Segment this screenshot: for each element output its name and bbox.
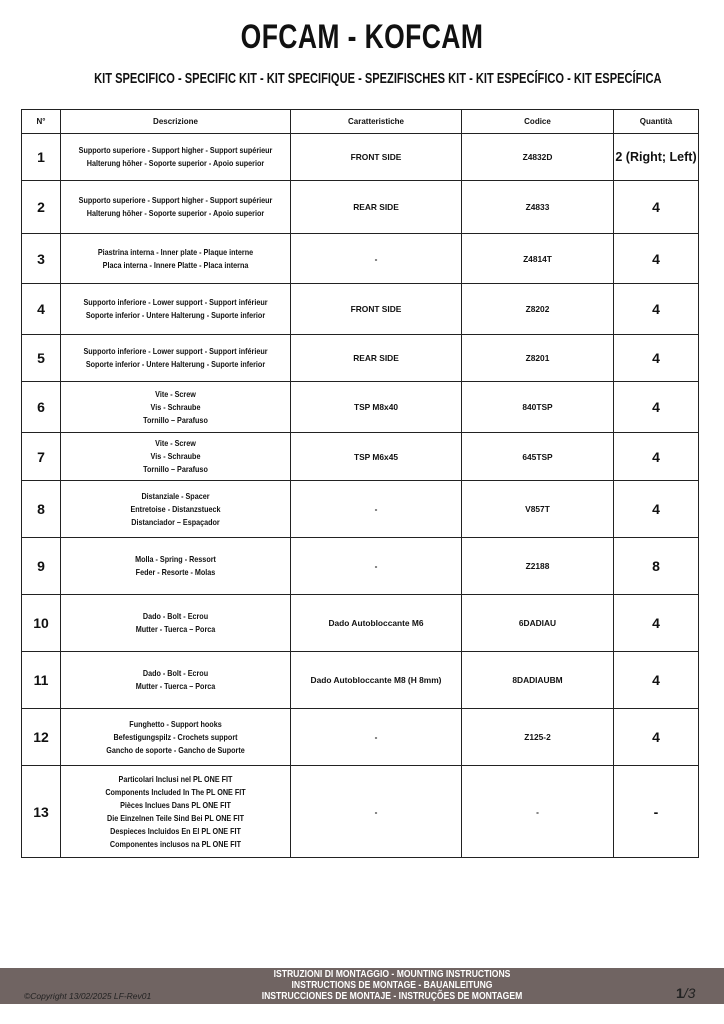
description-line: Soporte inferior - Untere Halterung - Suporte inferior: [85, 359, 266, 369]
item-quantity: 4: [614, 595, 699, 652]
table-row: [22, 595, 699, 652]
item-quantity: 4: [614, 234, 699, 284]
table-body: [22, 134, 699, 858]
item-quantity: 2 (Right; Left): [614, 134, 699, 181]
item-number: 13: [22, 766, 61, 858]
item-quantity: 4: [614, 481, 699, 538]
item-quantity: 4: [614, 709, 699, 766]
item-description: [61, 433, 291, 481]
item-code: 645TSP: [462, 433, 614, 481]
item-description: [61, 766, 291, 858]
item-characteristics: -: [291, 538, 462, 595]
item-quantity: 4: [614, 284, 699, 335]
description-line: Components Included In The PL ONE FIT: [105, 786, 246, 797]
description-line: Vis - Schraube: [150, 401, 201, 412]
footer-line: INSTRUCTIONS DE MONTAGE - BAUANLEITUNG: [291, 980, 493, 991]
item-quantity: 4: [614, 433, 699, 481]
item-code: Z8202: [462, 284, 614, 335]
table-row: [22, 284, 699, 335]
description-line: Halterung höher - Soporte superior - Apoio superior: [86, 158, 265, 168]
item-number: 2: [22, 181, 61, 234]
description-line: Molla - Spring - Ressort: [135, 554, 216, 564]
description-line: Vis - Schraube: [150, 451, 201, 461]
item-characteristics: FRONT SIDE: [291, 134, 462, 181]
description-line: Feder - Resorte - Molas: [135, 567, 216, 577]
table-row: [22, 538, 699, 595]
item-description: [61, 134, 291, 181]
table-row: [22, 766, 699, 858]
item-quantity: 8: [614, 538, 699, 595]
page-number: [676, 985, 695, 1001]
item-number: 9: [22, 538, 61, 595]
header-number: N°: [22, 110, 61, 134]
item-code: 8DADIAUBM: [462, 652, 614, 709]
description-line: Tornillo – Parafuso: [143, 414, 208, 425]
item-code: Z4833: [462, 181, 614, 234]
item-description: [61, 234, 291, 284]
header-description: Descrizione: [61, 110, 291, 134]
description-line: Mutter - Tuerca – Porca: [135, 624, 216, 634]
description-line: Die Einzelnen Teile Sind Bei PL ONE FIT: [106, 812, 245, 823]
item-characteristics: -: [291, 481, 462, 538]
item-code: Z8201: [462, 335, 614, 382]
description-line: Pièces Inclues Dans PL ONE FIT: [120, 799, 231, 810]
description-line: Entretoise - Distanzstueck: [130, 503, 221, 514]
description-line: Componentes inclusos na PL ONE FIT: [109, 838, 242, 849]
description-line: Mutter - Tuerca – Porca: [135, 681, 216, 691]
document-title: OFCAM - KOFCAM: [240, 18, 484, 56]
item-description: [61, 481, 291, 538]
item-description: [61, 284, 291, 335]
item-description: [61, 181, 291, 234]
item-characteristics: Dado Autobloccante M8 (H 8mm): [291, 652, 462, 709]
description-line: Dado - Bolt - Ecrou: [142, 668, 209, 678]
item-characteristics: Dado Autobloccante M6: [291, 595, 462, 652]
description-line: Piastrina interna - Inner plate - Plaque interne: [97, 246, 254, 257]
table-row: [22, 234, 699, 284]
item-quantity: 4: [614, 382, 699, 433]
footer-line: ISTRUZIONI DI MONTAGGIO - MOUNTING INSTRUCTIONS: [273, 969, 511, 980]
item-characteristics: REAR SIDE: [291, 335, 462, 382]
item-number: 3: [22, 234, 61, 284]
table-row: [22, 134, 699, 181]
page-total: /3: [683, 985, 696, 1001]
item-quantity: 4: [614, 181, 699, 234]
item-code: -: [462, 766, 614, 858]
document-subtitle: KIT SPECIFICO - SPECIFIC KIT - KIT SPECIFIQUE - SPEZIFISCHES KIT - KIT ESPECÍFICO - KIT ESPECÍFICA: [94, 70, 662, 87]
description-line: Dado - Bolt - Ecrou: [142, 611, 209, 621]
item-description: [61, 538, 291, 595]
item-number: 11: [22, 652, 61, 709]
description-line: Vite - Screw: [155, 388, 196, 399]
header-code: Codice: [462, 110, 614, 134]
item-description: [61, 382, 291, 433]
item-description: [61, 652, 291, 709]
item-characteristics: REAR SIDE: [291, 181, 462, 234]
item-description: [61, 335, 291, 382]
item-number: 7: [22, 433, 61, 481]
description-line: Gancho de soporte - Gancho de Suporte: [106, 744, 245, 755]
description-line: Supporto inferiore - Lower support - Support inférieur: [83, 346, 268, 356]
table-row: [22, 335, 699, 382]
description-line: Tornillo – Parafuso: [143, 464, 208, 474]
description-line: Supporto superiore - Support higher - Support supérieur: [78, 195, 273, 205]
header-characteristics: Caratteristiche: [291, 110, 462, 134]
description-line: Placa interna - Innere Platte - Placa interna: [102, 259, 249, 270]
table-row: [22, 709, 699, 766]
footer-line: INSTRUCCIONES DE MONTAJE - INSTRUÇÕES DE MONTAGEM: [261, 991, 523, 1002]
description-line: Vite - Screw: [155, 438, 196, 448]
description-line: Halterung höher - Soporte superior - Apoio superior: [86, 208, 265, 218]
item-code: Z2188: [462, 538, 614, 595]
item-code: 6DADIAU: [462, 595, 614, 652]
item-code: Z125-2: [462, 709, 614, 766]
item-code: V857T: [462, 481, 614, 538]
item-number: 8: [22, 481, 61, 538]
table-row: [22, 481, 699, 538]
item-code: 840TSP: [462, 382, 614, 433]
description-line: Distanziale - Spacer: [141, 490, 210, 501]
item-number: 4: [22, 284, 61, 335]
item-number: 10: [22, 595, 61, 652]
item-number: 5: [22, 335, 61, 382]
item-characteristics: -: [291, 766, 462, 858]
description-line: Particolari Inclusi nel PL ONE FIT: [118, 773, 233, 784]
description-line: Funghetto - Support hooks: [129, 718, 222, 729]
item-description: [61, 709, 291, 766]
table-row: [22, 181, 699, 234]
item-quantity: -: [614, 766, 699, 858]
item-characteristics: TSP M6x45: [291, 433, 462, 481]
copyright-notice: ©Copyright 13/02/2025 LF-Rev01: [24, 991, 152, 1001]
description-line: Soporte inferior - Untere Halterung - Suporte inferior: [85, 310, 266, 320]
description-line: Supporto superiore - Support higher - Support supérieur: [78, 145, 273, 155]
description-line: Supporto inferiore - Lower support - Support inférieur: [83, 297, 268, 307]
description-line: Despieces Incluidos En El PL ONE FIT: [110, 825, 241, 836]
parts-table: [21, 109, 699, 858]
item-quantity: 4: [614, 335, 699, 382]
item-number: 6: [22, 382, 61, 433]
description-line: Distanciador – Espaçador: [131, 516, 220, 527]
table-row: [22, 652, 699, 709]
item-number: 12: [22, 709, 61, 766]
table-header-row: [22, 110, 699, 134]
item-quantity: 4: [614, 652, 699, 709]
item-characteristics: -: [291, 234, 462, 284]
item-code: Z4814T: [462, 234, 614, 284]
item-characteristics: FRONT SIDE: [291, 284, 462, 335]
item-characteristics: TSP M8x40: [291, 382, 462, 433]
page-current: 1: [676, 985, 684, 1001]
item-characteristics: -: [291, 709, 462, 766]
table-row: [22, 433, 699, 481]
header-quantity: Quantità: [614, 110, 699, 134]
item-code: Z4832D: [462, 134, 614, 181]
table-row: [22, 382, 699, 433]
item-description: [61, 595, 291, 652]
item-number: 1: [22, 134, 61, 181]
description-line: Befestigungspilz - Crochets support: [113, 731, 238, 742]
